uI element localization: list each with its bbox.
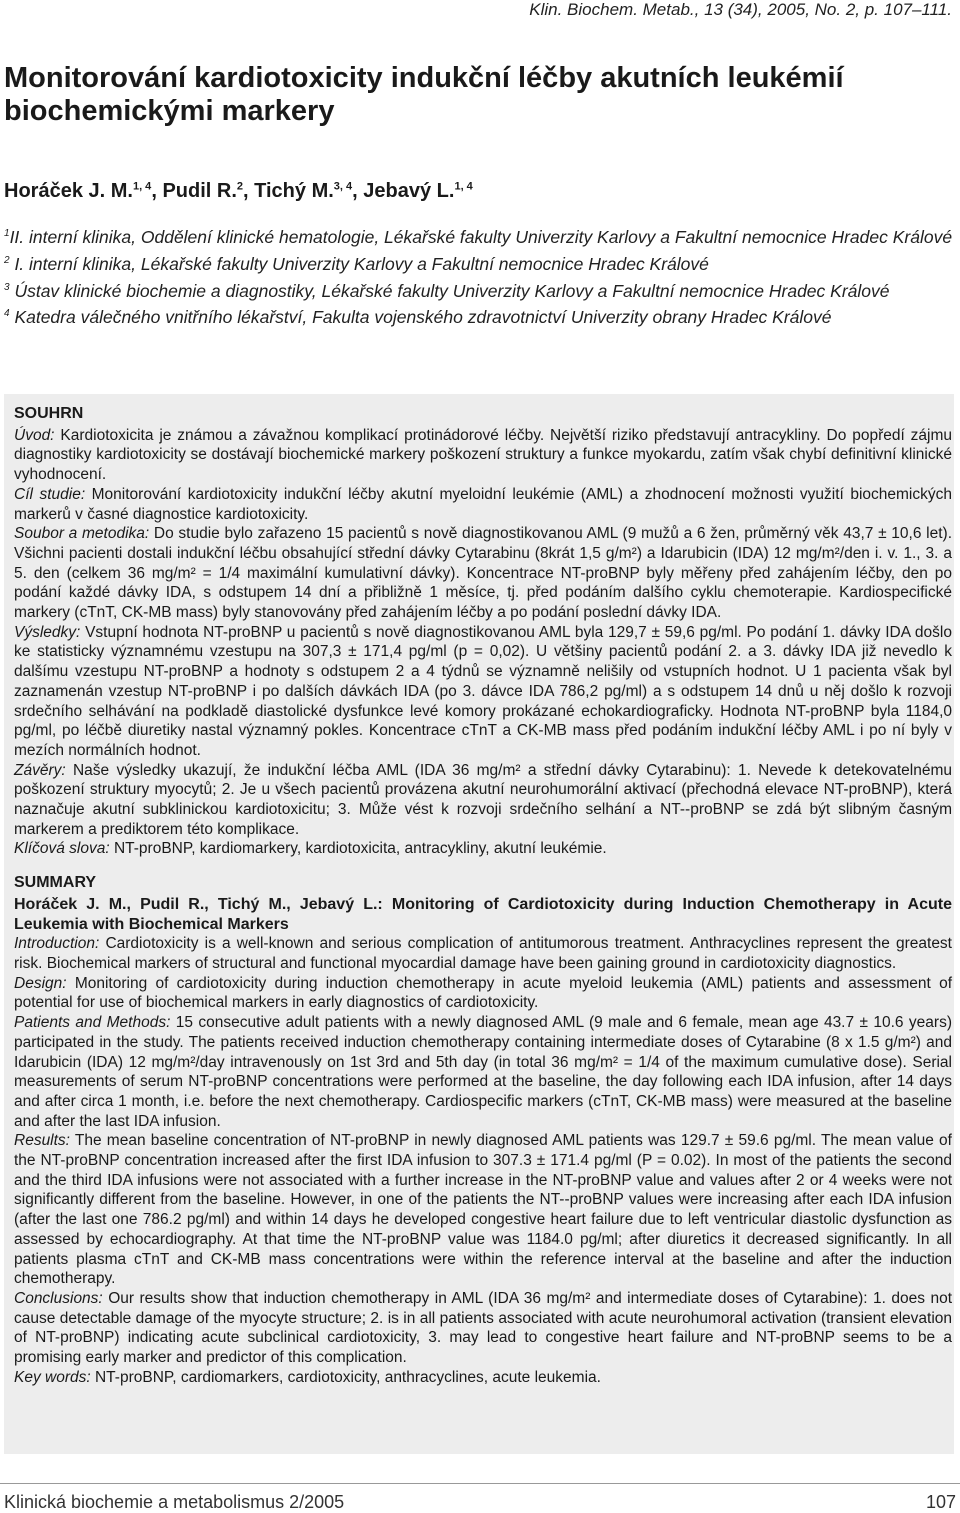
souhrn-heading: SOUHRN	[14, 405, 84, 422]
paragraph-label: Závěry:	[14, 761, 66, 779]
paragraph-label: Results:	[14, 1132, 70, 1150]
footer-journal-name: Klinická biochemie a metabolismus 2/2005	[4, 1492, 345, 1512]
paragraph-label: Patients and Methods:	[14, 1014, 171, 1032]
summary-paragraph: Design: Monitoring of cardiotoxicity during induction chemotherapy in acute myeloid leukemia (AML) patients and assessment of potential for use of biochemical markers in early diagnostics of cardiotoxicity.	[14, 974, 953, 1012]
souhrn-paragraph: Závěry: Naše výsledky ukazují, že indukční léčba AML (IDA 36 mg/m² a střední dávky Cytarabinu): 1. Nevede k detekovatelnému poškození struktury myocytů; 2. Je u všech pacientů provázena akutní neurohumorální aktivací (přechodná elevace NT-proBNP), která naznačuje akutní subklinickou kardiotoxicitu; 3. Může vést k rozvoji srdečního selhání a NT--proBNP se zdá být slibným časným markerem a prediktorem této komplikace.	[14, 761, 952, 838]
paragraph-label: Klíčová slova:	[14, 840, 110, 858]
abstract-box	[4, 394, 954, 1454]
author-list: Horáček J. M.$^{1, 4}$, Pudil R.$^2$, Tichý M.$^{3, 4}$, Jebavý L.$^{1, 4}$	[4, 180, 473, 202]
summary-title: Horáček J. M., Pudil R., Tichý M., Jebavý L.: Monitoring of Cardiotoxicity during Induction Chemotherapy in Acute Leukemia with Biochemical Markers	[14, 895, 952, 933]
summary-paragraph: Key words: NT-proBNP, cardiomarkers, cardiotoxicity, anthracyclines, acute leukemia.	[14, 1368, 601, 1386]
author-name: Tichý M.	[254, 180, 334, 202]
paragraph-label: Soubor a metodika:	[14, 525, 150, 543]
affiliation-item: $^3$ Ústav klinické biochemie a diagnostiky, Lékařské fakulty Univerzity Karlovy a Fakultní nemocnice Hradec Králové	[4, 280, 890, 301]
author-name: Pudil R.	[162, 180, 237, 202]
section-spacer	[14, 859, 952, 873]
summary-paragraph: Introduction: Cardiotoxicity is a well-known and serious complication of antitumorous treatment. Anthracyclines represent the greatest risk. Biochemical markers of structural and functional myocardial damage have been gaining ground in cardiotoxicity diagnostics.	[14, 935, 952, 972]
affiliation-item: $^4$ Katedra válečného vnitřního lékařství, Fakulta vojenského zdravotnictví Univerzity obrany Hradec Králové	[4, 307, 832, 328]
affiliation-list	[4, 222, 954, 329]
paragraph-label: Conclusions:	[14, 1289, 103, 1307]
article-title: Monitorování kardiotoxicity indukční léčby akutních leukémií biochemickými markery	[4, 62, 844, 127]
author-affiliation-ref: 2	[236, 180, 244, 193]
paragraph-label: Cíl studie:	[14, 485, 86, 503]
footer-divider	[0, 1483, 960, 1484]
author-name: Horáček J. M.	[4, 180, 133, 202]
summary-paragraph: Conclusions: Our results show that induction chemotherapy in AML (IDA 36 mg/m² and intermediate doses of Cytarabine): 1. does not cause detectable damage of the myocyte structure; 2. is in all patients associated with acute neurohumoral activation (transient elevation of NT-proBNP) indicating acute subclinical cardiotoxicity, 3. may lead to congestive heart failure and NT-proBNP seems to be a promising early marker and predictor of this complication.	[14, 1289, 952, 1367]
souhrn-paragraph: Výsledky: Vstupní hodnota NT-proBNP u pacientů s nově diagnostikovanou AML byla 129,7 ± 59,6 pg/ml. Po podání 1. dávky IDA došlo ke statisticky významnému vzestupu na 307,3 ± 171,4 pg/ml (p = 0,02). U většiny pacientů podání 2. a 3. dávky IDA již nevedlo k dalšímu vzestupu NT-proBNP a hodnoty s odstupem 2 a 4 týdnů se významně nelišily od vstupních hodnot. U 1 pacienta však byl zaznamenán vzestup NT-proBNP i po dalších dávkách IDA (po 3. dávce IDA 786,2 pg/ml) a s odstupem 14 dnů u něj došlo k rozvoji srdečního selhávání na podkladě diastolické dysfunkce levé komory prokázané echokardiograficky. Hodnota NT-proBNP byla 1184,0 pg/ml, po léčbě diuretiky nastal významný pokles. Koncentrace cTnT a CK-MB mass před podáním indukční léčby AML i po ní byly v mezích normálních hodnot.	[14, 623, 952, 759]
souhrn-paragraph: Klíčová slova: NT-proBNP, kardiomarkery, kardiotoxicita, antracykliny, akutní leukémie.	[14, 840, 607, 858]
summary-paragraph: Patients and Methods: 15 consecutive adult patients with a newly diagnosed AML (9 male and 6 female, mean age 43.7 ± 10.6 years) participated in the study. The patients received induction chemotherapy containing intermediate doses of Cytarabine (8 x 1.5 g/m²) and Idarubicin (IDA) 12 mg/m²/day intravenously on 1st 3rd and 5th day (in total 36 mg/m² = 1/4 of the maximum cumulative dose). Serial measurements of serum NT-proBNP concentrations were performed at the baseline, the day following each IDA infusion, after 14 days and after circa 1 month, i.e. before the next chemotherapy. Cardiospecific markers (cTnT, CK-MB mass) were measured at the baseline and after the last IDA infusion.	[14, 1014, 952, 1130]
author-affiliation-ref: 1, 4	[132, 180, 152, 193]
paragraph-label: Výsledky:	[14, 623, 81, 641]
souhrn-paragraph: Úvod: Kardiotoxicita je známou a závažnou komplikací protinádorové léčby. Největší riziko představují antracykliny. Do popředí zájmu diagnostiky kardiotoxicity se dostávají biochemické markery poškození struktury a funkce myokardu, zatím však chybí definitivní klinické vyhodnocení.	[14, 426, 952, 484]
paragraph-label: Design:	[14, 974, 67, 992]
souhrn-paragraph: Cíl studie: Monitorování kardiotoxicity indukční léčby akutní myeloidní leukémie (AML) a zhodnocení možnosti využití biochemických markerů v časné diagnostice kardiotoxicity.	[14, 485, 952, 523]
author-name: Jebavý L.	[363, 180, 455, 202]
page-number: 107	[925, 1492, 956, 1512]
souhrn-paragraph: Soubor a metodika: Do studie bylo zařazeno 15 pacientů s nově diagnostikovanou AML (9 mužů a 6 žen, průměrný věk 43,7 ± 10,6 let). Všichni pacienti dostali indukční léčbu obsahující střední dávky Cytarabinu (8krát 1,5 g/m²) a Idarubicin (IDA) 12 mg/m²/den i. v. 1., 3. a 5. den (celkem 36 mg/m² = 1/4 maximální kumulativní dávky). Koncentrace NT-proBNP byly měřeny před zahájením léčby, den po podání každé dávky IDA, s odstupem 14 dní a přibližně 1 měsíce, tj. před podáním dalšího cyklu chemoterapie. Kardiospecifické markery (cTnT, CK-MB mass) byly stanovovány před zahájením léčby a po podání poslední dávky IDA.	[14, 525, 952, 622]
author-affiliation-ref: 3, 4	[333, 180, 353, 193]
summary-heading: SUMMARY	[14, 874, 97, 892]
abstract-content	[14, 404, 952, 1387]
journal-citation: Klin. Biochem. Metab., 13 (34), 2005, No. 2, p. 107–111.	[529, 0, 952, 19]
paragraph-label: Úvod:	[14, 426, 55, 444]
paragraph-label: Introduction:	[14, 935, 100, 953]
affiliation-item: $^2$ I. interní klinika, Lékařské fakulty Univerzity Karlovy a Fakultní nemocnice Hradec Králové	[4, 253, 709, 274]
affiliation-item: $^1$II. interní klinika, Oddělení klinické hematologie, Lékařské fakulty Univerzity Karlovy a Fakultní nemocnice Hradec Králové	[4, 226, 953, 247]
author-affiliation-ref: 1, 4	[454, 180, 473, 193]
summary-paragraph: Results: The mean baseline concentration of NT-proBNP in newly diagnosed AML patients was 129.7 ± 59.6 pg/ml. The mean value of the NT-proBNP concentration increased after the first IDA infusion to 307.3 ± 171.4 pg/ml (P = 0.02). In most of the patients the second and the third IDA infusions were not associated with a further increase in the NT-proBNP value and values after 2 or 4 weeks were not significantly different from the baseline. However, in one of the patients the NT--proBNP values were increasing after each IDA infusion (after the last one 786.2 pg/ml) and within 14 days he developed congestive heart failure due to left ventricular diastolic dysfunction as assessed by echocardiography. At that time the NT-proBNP value was 1184.0 pg/ml; after diuretics it decreased significantly. In all patients plasma cTnT and CK-MB mass concentrations were within the reference interval at the baseline and after the induction chemotherapy.	[14, 1132, 952, 1288]
paragraph-label: Key words:	[14, 1368, 91, 1386]
